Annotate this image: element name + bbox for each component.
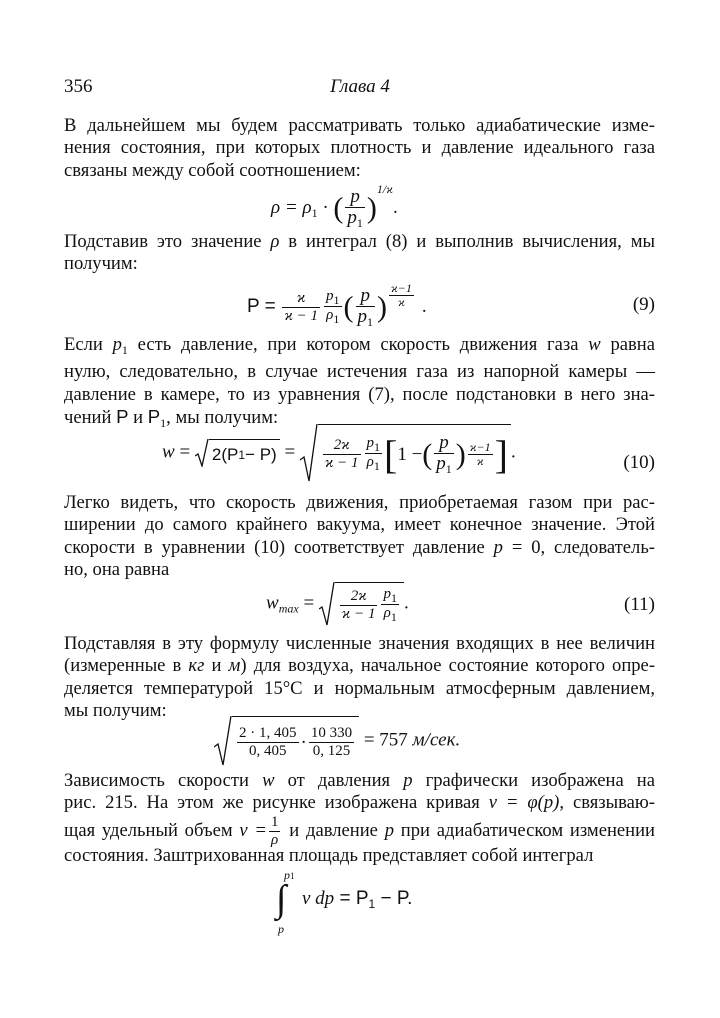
paragraph-graph: Зависимость скорости w от давления p графически изображена на рис. 215. На этом же рисунке изображена кривая v = φ(p), связываю- щая удельный объем v = $\frac{1}{\rho}$ и давление p при адиабатическом изменении состояния. Заштрихованная площадь представляет собой интеграл bbox=[64, 770, 656, 866]
equation-10: w = 2(P 1 − P) = $\frac{2ϰ}{ϰ - 1}$ $\frac{p_1}{\rho_1}$ [ 1 − ( $\frac{p}{p_1}$ ) $\frac{ϰ-1}{ϰ}$ ] . (10) bbox=[64, 420, 655, 484]
equation-11: $w_{max}$ = $\frac{2ϰ}{ϰ - 1}$ $\frac{p_1}{\rho_1}$ . (11) bbox=[64, 580, 655, 630]
equation-density: $\rho = \rho_1$ · ( $\frac{p}{p_1}$ )$^{1/ϰ}$. bbox=[271, 182, 398, 231]
integral-sign: ∫ bbox=[276, 878, 287, 920]
equation-integral: p1 ∫ p v dp = $P_1 - P$. bbox=[276, 868, 413, 936]
equation-number: (11) bbox=[624, 594, 655, 615]
equation-9: P = $\frac{ϰ}{ϰ - 1}$ $\frac{p_1}{\rho_1}$ ( $\frac{p}{p_1}$ ) $\frac{ϰ-1}{ϰ}$ . (9) bbox=[247, 281, 655, 330]
text-line: связаны между собой соотношением: bbox=[64, 159, 361, 181]
chapter-title: Глава 4 bbox=[330, 76, 390, 97]
paragraph-numeric: Подставляя в эту формулу численные значения входящих в нее величин (измеренные в кг и м) для воздуха, начальное состояние которого опре- деляется температурой 15°C и нормальным атмосферным давлением, мы получим: bbox=[64, 633, 656, 722]
paragraph-condition: Если $p_1$ есть давление, при котором скорость движения газа w равна нулю, следовательно, в случае истечения газа из напорной камеры — давление в камере, то из уравнения (7), после подстановки в него зна- чений P и $P_1$, мы получим: bbox=[64, 334, 655, 431]
text-line: нения состояния, при которых плотность и давление идеального газа bbox=[64, 137, 655, 159]
paragraph-intro bbox=[64, 115, 655, 182]
equation-numeric-result: $\frac{2 \cdot 1, 405}{0, 405}$ · $\frac{10 330}{0, 125}$ = 757 м/сек. bbox=[64, 716, 655, 774]
page-number: 356 bbox=[64, 76, 93, 97]
paragraph-vacuum: Легко видеть, что скорость движения, приобретаемая газом при рас- ширении до самого крайнего вакуума, имеет конечное значение. Этой скорости в уравнении (10) соответствует давление p = 0, следователь- но, она равна bbox=[64, 492, 655, 581]
equation-number: (9) bbox=[632, 294, 655, 315]
running-header bbox=[64, 76, 656, 100]
text-line: В дальнейшем мы будем рассматривать только адиабатические изме- bbox=[64, 115, 655, 136]
paragraph-substitution: Подставив это значение ρ в интеграл (8) и выполнив вычисления, мы получим: bbox=[64, 231, 655, 275]
equation-number: (10) bbox=[623, 452, 655, 473]
